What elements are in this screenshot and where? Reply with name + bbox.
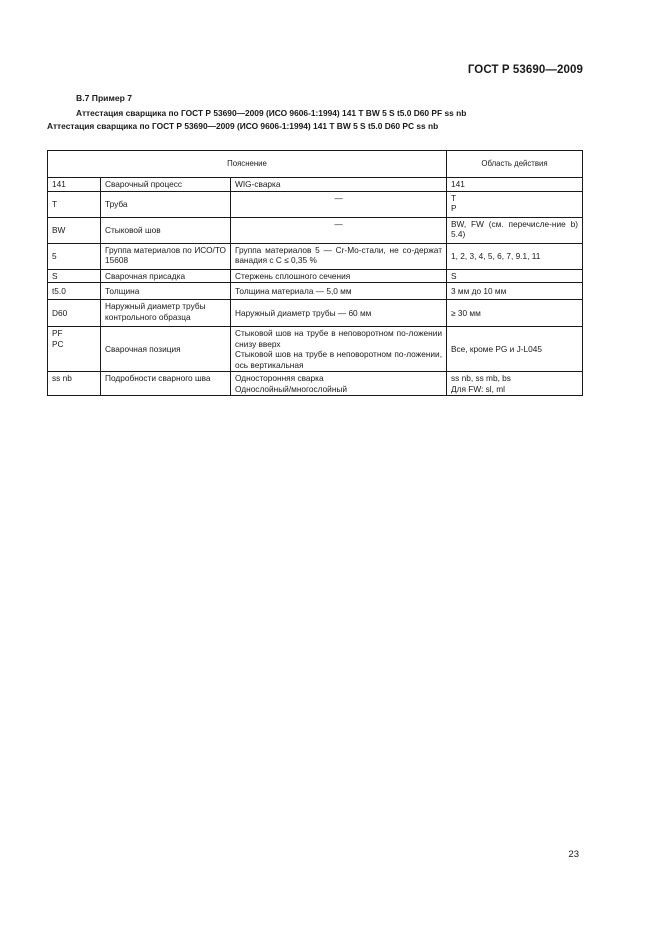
row-value: Группа материалов 5 — Cr-Mo-стали, не со-держат ванадия с C ≤ 0,35 % — [231, 243, 447, 269]
table-row — [48, 283, 583, 300]
row-code — [48, 327, 101, 372]
table-header-row — [48, 151, 583, 178]
row-value: — — [231, 191, 447, 217]
row-parameter: Сварочная позиция — [101, 327, 231, 372]
example-designation-pf: Аттестация сварщика по ГОСТ Р 53690—2009 (ИСО 9606-1:1994) 141 T BW 5 S t5.0 D60 PF ss nb — [76, 108, 467, 118]
example-designation-pc: Аттестация сварщика по ГОСТ Р 53690—2009 (ИСО 9606-1:1994) 141 T BW 5 S t5.0 D60 PC ss nb — [47, 121, 439, 131]
row-parameter: Сварочный процесс — [101, 178, 231, 192]
row-parameter: Наружный диаметр трубы контрольного образца — [101, 300, 231, 327]
row-code: t5.0 — [48, 283, 101, 300]
scope-line: P — [451, 203, 457, 213]
code-line: PF — [52, 328, 63, 338]
row-value: Наружный диаметр трубы — 60 мм — [231, 300, 447, 327]
scope-line: ss nb, ss mb, bs — [451, 373, 511, 383]
row-value — [231, 372, 447, 396]
row-scope: BW, FW (см. перечисле-ние b) 5.4) — [447, 217, 583, 243]
table-row — [48, 191, 583, 217]
row-scope: 141 — [447, 178, 583, 192]
row-value: Толщина материала — 5,0 мм — [231, 283, 447, 300]
document-standard-header: ГОСТ Р 53690—2009 — [467, 64, 583, 76]
table-row — [48, 372, 583, 396]
code-line: PC — [52, 338, 64, 349]
header-explanation: Пояснение — [48, 151, 447, 178]
row-code: S — [48, 269, 101, 283]
row-parameter: Группа материалов по ИСО/ТО 15608 — [101, 243, 231, 269]
row-code: ss nb — [48, 372, 101, 396]
row-scope: Все, кроме PG и J-L045 — [447, 327, 583, 372]
row-scope: S — [447, 269, 583, 283]
scope-line: Для FW: sl, ml — [451, 383, 505, 394]
row-code: BW — [48, 217, 101, 243]
page-number: 23 — [568, 849, 579, 860]
row-value: Стержень сплошного сечения — [231, 269, 447, 283]
table-row — [48, 178, 583, 192]
section-title: B.7 Пример 7 — [76, 93, 133, 103]
value-line: Односторонняя сварка — [235, 373, 324, 383]
row-value: — — [231, 217, 447, 243]
row-scope: ≥ 30 мм — [447, 300, 583, 327]
value-line: Стыковой шов на трубе в неповоротном по-ложении снизу вверх — [235, 328, 442, 349]
value-line: Стыковой шов на трубе в неповоротном по-ложении, ось вертикальная — [235, 349, 442, 370]
row-parameter: Подробности сварного шва — [101, 372, 231, 396]
header-scope: Область действия — [447, 151, 583, 178]
table-row — [48, 300, 583, 327]
scope-line: T — [451, 192, 457, 203]
table-row — [48, 269, 583, 283]
row-code: T — [48, 191, 101, 217]
row-parameter: Стыковой шов — [101, 217, 231, 243]
row-scope — [447, 372, 583, 396]
row-scope: 1, 2, 3, 4, 5, 6, 7, 9.1, 11 — [447, 243, 583, 269]
row-value: WIG-сварка — [231, 178, 447, 192]
table-row — [48, 217, 583, 243]
row-value — [231, 327, 447, 372]
row-parameter: Труба — [101, 191, 231, 217]
row-code: D60 — [48, 300, 101, 327]
table-row — [48, 327, 583, 372]
row-parameter: Сварочная присадка — [101, 269, 231, 283]
row-scope — [447, 191, 583, 217]
row-code: 141 — [48, 178, 101, 192]
value-line: Однослойный/многослойный — [235, 383, 347, 394]
table-row — [48, 243, 583, 269]
designation-table — [47, 150, 583, 396]
row-scope: 3 мм до 10 мм — [447, 283, 583, 300]
row-parameter: Толщина — [101, 283, 231, 300]
row-code: 5 — [48, 243, 101, 269]
